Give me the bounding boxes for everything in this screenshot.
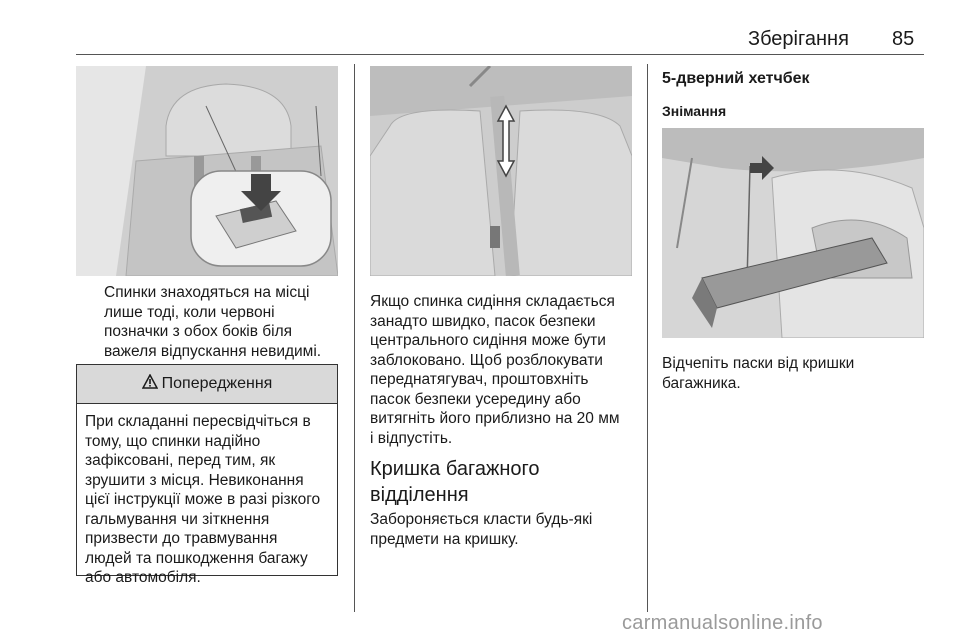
luggage-cover-caption: Відчепіть паски від кришки багажника.: [662, 355, 855, 392]
column-divider-1: [354, 64, 355, 612]
header-rule: [76, 54, 924, 55]
luggage-cover-illustration: [662, 128, 924, 338]
page-number: 85: [892, 28, 915, 50]
luggage-cover-text: Забороняється класти будь-які предмети на кришку.: [370, 511, 593, 548]
warning-text: При складанні пересвідчіться в тому, що спинки надійно зафіксовані, перед тим, як зрушити з місця. Невиконання цієї інструкції може в разі різкого гальмування чи зіткнення призвести до травмування людей та пошкодження багажу або автомобіля.: [85, 413, 321, 586]
warning-header: [77, 365, 337, 404]
seat-belt-illustration: [370, 66, 632, 276]
warning-box: [76, 364, 338, 586]
warning-icon: [142, 374, 158, 394]
hatchback-heading: 5-дверний хетчбек: [662, 70, 810, 87]
seat-release-illustration: [76, 66, 338, 276]
removal-subheading: Знімання: [662, 103, 727, 119]
watermark[interactable]: carmanualsonline.info: [622, 612, 823, 634]
warning-title: Попередження: [161, 375, 273, 392]
section-heading-luggage-cover: Кришка багажного відділення: [370, 458, 540, 506]
page-header-title: Зберігання: [748, 28, 849, 50]
seat-release-caption: Спинки знаходяться на місці лише тоді, коли червоні позначки з обох боків біля важеля відпускання невидимі.: [104, 284, 322, 360]
seat-belt-paragraph: Якщо спинка сидіння складається занадто швидко, пасок безпеки центрального сидіння може бути заблоковано. Щоб розблокувати переднатягувач, проштовхніть пасок безпеки усередину або витягніть його приблизно на 20 мм і відпустіть.: [370, 293, 620, 447]
column-divider-2: [647, 64, 648, 612]
